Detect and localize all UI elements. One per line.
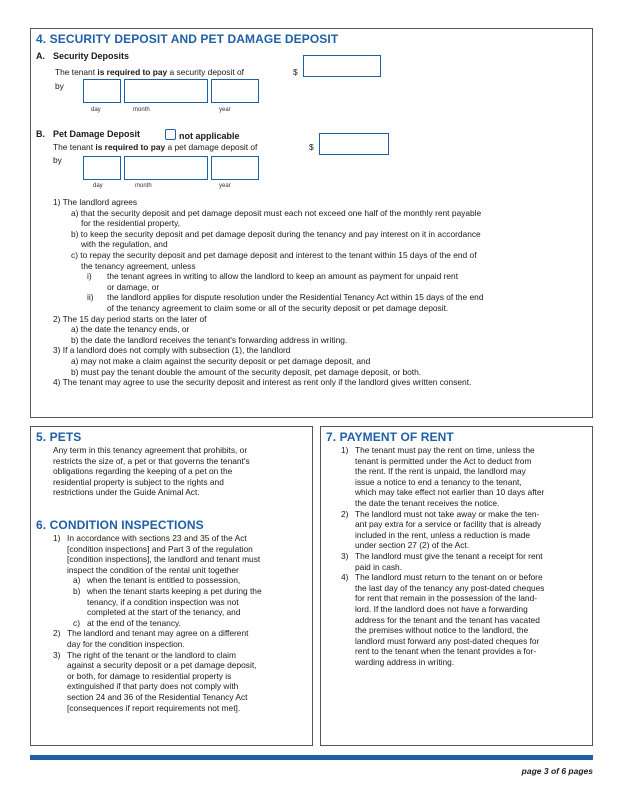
year-caption: year <box>219 107 231 113</box>
term-line <box>53 292 588 303</box>
text-line: lord. If the landlord does not have a forwarding <box>355 603 528 614</box>
not-applicable-label: not applicable <box>179 131 240 141</box>
text-line: restricts the size of, a pet or that governs the tenant's <box>53 455 250 466</box>
by-label: by <box>53 155 62 165</box>
section-5-6-box <box>30 426 313 746</box>
dollar-sign: $ <box>309 142 314 152</box>
item-text: The landlord must not take away or make the ten- <box>355 508 540 519</box>
term-line <box>53 271 588 282</box>
item-letter: c) <box>73 617 80 628</box>
security-deposit-month-field[interactable] <box>124 79 208 103</box>
not-applicable-option[interactable] <box>165 129 240 141</box>
page-number: page 3 of 6 pages <box>521 766 593 776</box>
text-line: residential property is subject to the rights and <box>53 476 224 487</box>
text-line <box>53 533 311 544</box>
item-text: The landlord must return to the tenant on or before <box>355 572 543 583</box>
text-line: inspect the condition of the rental unit together <box>67 564 239 575</box>
pet-deposit-text <box>53 142 257 153</box>
pet-deposit-amount-field[interactable] <box>319 133 389 155</box>
term-text: the landlord applies for dispute resolution under the Residential Tenancy Act within 15 days of the end <box>107 292 484 303</box>
item-number: 4) <box>341 572 349 583</box>
security-deposit-year-field[interactable] <box>211 79 259 103</box>
text-line: or both, for damage to residential property is <box>67 670 232 681</box>
term-line: with the regulation, and <box>81 239 168 250</box>
text-line: Any term in this tenancy agreement that prohibits, or <box>53 445 248 455</box>
item-letter: b) <box>73 585 81 596</box>
text-line: section 24 and 36 of the Residential Tenancy Act <box>67 691 248 702</box>
pets-text <box>53 445 311 498</box>
text-line: warding address in writing. <box>355 656 455 667</box>
term-line: 4) The tenant may agree to use the security deposit and interest as rent only if the landlord gives written consent. <box>53 377 472 388</box>
text-line: landlord must forward any post-dated cheques for <box>355 635 540 646</box>
term-line: 3) If a landlord does not comply with subsection (1), the landlord <box>53 345 291 356</box>
inspections-text <box>53 533 311 713</box>
text-bold: is required to pay <box>97 67 168 77</box>
day-caption: day <box>91 107 101 113</box>
text-part: The tenant <box>55 67 98 77</box>
text-line <box>53 575 311 586</box>
item-number: 1) <box>53 533 61 543</box>
by-label: by <box>55 81 64 91</box>
text-line: address for the tenant and the tenant has vacated <box>355 614 540 625</box>
item-number: 1) <box>341 445 349 455</box>
term-line: b) must pay the tenant double the amount of the security deposit, pet damage deposit, or both. <box>71 366 422 377</box>
section-4-heading: 4. SECURITY DEPOSIT AND PET DAMAGE DEPOSIT <box>36 32 339 46</box>
section-b-label: B. <box>36 129 45 139</box>
text-line: rent to the tenant when the tenant provides a for- <box>355 646 537 657</box>
term-line: b) to keep the security deposit and pet damage deposit during the tenancy and pay interest on it in accordance <box>71 228 481 239</box>
item-number: 2) <box>53 628 61 639</box>
year-caption: year <box>219 183 231 189</box>
text-line: the rent. If the rent is unpaid, the landlord may <box>355 466 526 477</box>
not-applicable-checkbox[interactable] <box>165 129 176 140</box>
item-number: 2) <box>341 508 349 519</box>
text-bold: is required to pay <box>95 142 166 152</box>
text-part: a pet damage deposit of <box>165 142 258 152</box>
term-line: or damage, or <box>107 281 160 292</box>
section-7-box <box>320 426 593 746</box>
text-line <box>53 586 311 597</box>
roman-numeral: ii) <box>87 292 94 303</box>
term-line: 1) The landlord agrees <box>53 197 138 207</box>
section-7-heading: 7. PAYMENT OF RENT <box>326 430 454 444</box>
text-line: ant pay extra for a service or facility that is already <box>355 519 542 530</box>
text-line: the premises without notice to the landlord, the <box>355 625 529 636</box>
section-b-title: Pet Damage Deposit <box>53 129 141 139</box>
item-text: In accordance with sections 23 and 35 of the Act <box>67 533 247 543</box>
term-line: c) to repay the security deposit and pet damage deposit and interest to the tenant within 15 days of the end of <box>71 249 477 260</box>
item-text: The landlord must give the tenant a receipt for rent <box>355 550 543 561</box>
term-line: of the tenancy agreement to claim some or all of the security deposit or pet damage deposit. <box>107 302 449 313</box>
item-text: The landlord and tenant may agree on a different <box>67 628 249 639</box>
item-text: The tenant must pay the rent on time, unless the <box>355 445 535 455</box>
text-line <box>341 551 591 562</box>
term-line: the tenancy agreement, unless <box>81 260 196 271</box>
text-line: which may take effect not earlier than 10 days after <box>355 487 545 498</box>
text-line: [condition inspections], the landlord and tenant must <box>67 554 261 565</box>
term-line: a) the date the tenancy ends, or <box>71 324 190 335</box>
text-line: tenancy, if a condition inspection was not <box>87 596 239 607</box>
text-line: restrictions under the Guide Animal Act. <box>53 487 200 498</box>
term-line: for the residential property, <box>81 218 180 229</box>
term-line: 2) The 15 day period starts on the later of <box>53 313 207 324</box>
text-line <box>53 618 311 629</box>
section-4-box <box>30 28 593 418</box>
text-part: The tenant <box>53 142 96 152</box>
text-line: against a security deposit or a pet damage deposit, <box>67 660 257 671</box>
deposit-terms-list <box>53 197 588 388</box>
term-line: b) the date the landlord receives the tenant's forwarding address in writing. <box>71 334 348 345</box>
pet-deposit-year-field[interactable] <box>211 156 259 180</box>
text-line <box>53 628 311 639</box>
item-number: 3) <box>53 649 61 660</box>
security-deposit-amount-field[interactable] <box>303 55 381 77</box>
text-line: under section 27 (2) of the Act. <box>355 540 470 551</box>
text-line: the last day of the tenancy any post-dated cheques <box>355 582 545 593</box>
term-line: a) that the security deposit and pet damage deposit must each not exceed one half of the monthly rent payable <box>71 207 482 218</box>
text-line <box>341 509 591 520</box>
text-part: a security deposit of <box>167 67 244 77</box>
pet-deposit-month-field[interactable] <box>124 156 208 180</box>
text-line: paid in cash. <box>355 561 403 572</box>
text-line <box>341 445 591 456</box>
item-text: when the tenant is entitled to possession, <box>87 575 241 586</box>
section-6-heading: 6. CONDITION INSPECTIONS <box>36 518 204 532</box>
item-text: The right of the tenant or the landlord to claim <box>67 649 236 660</box>
dollar-sign: $ <box>293 67 298 77</box>
term-line: a) may not make a claim against the security deposit or pet damage deposit, and <box>71 355 371 366</box>
text-line: extinguished if that party does not comply with <box>67 681 239 692</box>
payment-text <box>341 445 591 667</box>
security-deposit-day-field[interactable] <box>83 79 121 103</box>
text-line <box>53 650 311 661</box>
roman-numeral: i) <box>87 271 92 282</box>
month-caption: month <box>135 183 152 189</box>
month-caption: month <box>133 107 150 113</box>
day-caption: day <box>93 183 103 189</box>
pet-deposit-day-field[interactable] <box>83 156 121 180</box>
text-line: the date the tenant receives the notice. <box>355 497 500 508</box>
section-a-label: A. <box>36 51 45 61</box>
item-letter: a) <box>73 575 81 586</box>
item-text: when the tenant starts keeping a pet during the <box>87 585 262 596</box>
text-line: [condition inspections] and Part 3 of the regulation <box>67 543 253 554</box>
section-a-title: Security Deposits <box>53 51 130 61</box>
security-deposit-text <box>55 67 244 78</box>
text-line: completed at the start of the tenancy, and <box>87 607 241 618</box>
item-text: at the end of the tenancy. <box>87 617 181 628</box>
text-line: [consequences if report requirements not met]. <box>67 702 241 713</box>
term-text: the tenant agrees in writing to allow the landlord to keep an amount as payment for unpaid rent <box>107 271 459 282</box>
text-line: issue a notice to end a tenancy to the tenant, <box>355 476 522 487</box>
text-line <box>341 572 591 583</box>
text-line: included in the rent, unless a reduction is made <box>355 529 531 540</box>
item-number: 3) <box>341 550 349 561</box>
text-line: obligations regarding the keeping of a pet on the <box>53 466 233 477</box>
footer-bar <box>30 755 593 760</box>
text-line: for rent that remain in the possession of the land- <box>355 593 538 604</box>
section-5-heading: 5. PETS <box>36 430 82 444</box>
text-line: tenant is permitted under the Act to deduct from <box>355 455 532 466</box>
text-line: day for the condition inspection. <box>67 638 185 649</box>
